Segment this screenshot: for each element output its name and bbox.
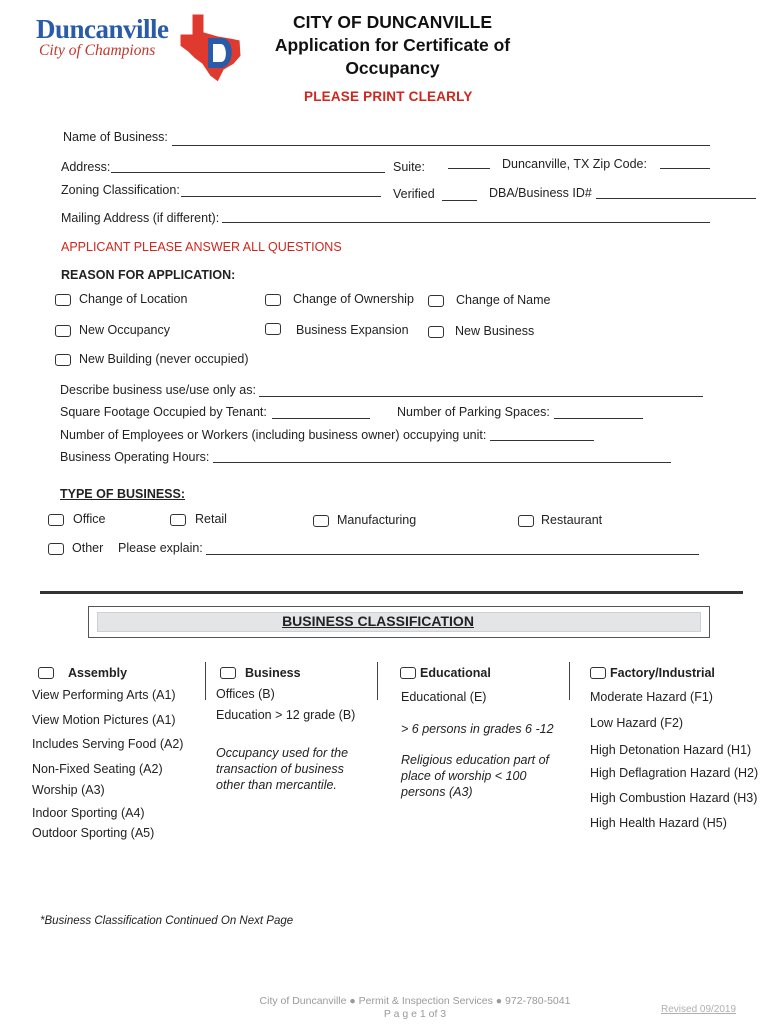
form-title [240, 11, 545, 80]
city-zip-label: Duncanville, TX Zip Code: [502, 157, 647, 171]
employees-label: Number of Employees or Workers (including business owner) occupying unit: [60, 428, 487, 442]
logo-tagline: City of Champions [39, 42, 156, 59]
dba-field[interactable] [596, 198, 756, 199]
list-item: Low Hazard (F2) [590, 716, 684, 730]
list-item: View Motion Pictures (A1) [32, 713, 176, 727]
describe-use-field[interactable] [259, 396, 703, 397]
option-label: Office [73, 512, 106, 526]
checkbox[interactable] [55, 325, 71, 337]
address-field[interactable] [111, 172, 385, 173]
option-label: Change of Name [456, 293, 551, 307]
checkbox[interactable] [55, 354, 71, 366]
continued-note: *Business Classification Continued On Next Page [40, 915, 294, 927]
checkbox[interactable] [518, 515, 534, 527]
mailing-address-label: Mailing Address (if different): [61, 211, 220, 225]
title-line-2: Application for Certificate of [274, 35, 511, 55]
checkbox[interactable] [313, 515, 329, 527]
option-label: Other [72, 541, 104, 555]
texas-map-icon [178, 12, 244, 84]
list-item: Includes Serving Food (A2) [32, 737, 184, 751]
checkbox[interactable] [48, 543, 64, 555]
other-explain-label: Please explain: [118, 541, 203, 555]
list-item: > 6 persons in grades 6 -12 [401, 722, 554, 736]
option-label: New Occupancy [79, 323, 171, 337]
option-label: Manufacturing [337, 513, 417, 527]
business-name-field[interactable] [172, 145, 710, 146]
list-item: High Combustion Hazard (H3) [590, 791, 758, 805]
checkbox[interactable] [428, 295, 444, 307]
option-label: Business Expansion [296, 323, 409, 337]
list-item: Offices (B) [216, 687, 275, 701]
option-label: New Building (never occupied) [79, 352, 249, 366]
checkbox[interactable] [400, 667, 416, 679]
footer-revised: Revised 09/2019 [661, 1004, 737, 1015]
list-item: View Performing Arts (A1) [32, 688, 176, 702]
dba-label: DBA/Business ID# [489, 186, 592, 200]
list-item: Moderate Hazard (F1) [590, 690, 713, 704]
list-item: High Health Hazard (H5) [590, 816, 727, 830]
square-footage-label: Square Footage Occupied by Tenant: [60, 405, 267, 419]
operating-hours-field[interactable] [213, 462, 671, 463]
column-divider [205, 662, 206, 700]
option-label: Change of Location [79, 292, 188, 306]
checkbox[interactable] [55, 294, 71, 306]
zoning-label: Zoning Classification: [61, 183, 180, 197]
list-item: Religious education part of place of worship < 100 persons (A3) [401, 753, 550, 799]
list-item: Worship (A3) [32, 783, 105, 797]
mailing-address-field[interactable] [222, 222, 710, 223]
checkbox[interactable] [220, 667, 236, 679]
list-item: Educational (E) [401, 690, 487, 704]
checkbox[interactable] [38, 667, 54, 679]
suite-field[interactable] [448, 168, 490, 169]
column-title: Business [245, 666, 301, 680]
column-title: Factory/Industrial [610, 666, 715, 680]
city-logo [36, 12, 246, 87]
describe-use-label: Describe business use/use only as: [60, 383, 256, 397]
option-label: New Business [455, 324, 535, 338]
list-item: Occupancy used for the transaction of business other than mercantile. [216, 746, 349, 792]
zip-code-field[interactable] [660, 168, 710, 169]
zoning-field[interactable] [181, 196, 381, 197]
column-divider [377, 662, 378, 700]
applicant-note: APPLICANT PLEASE ANSWER ALL QUESTIONS [61, 240, 342, 254]
business-name-label: Name of Business: [63, 130, 168, 144]
verified-field[interactable] [442, 200, 477, 201]
footer-contact: City of Duncanville ● Permit & Inspection Services ● 972-780-5041 [259, 995, 571, 1007]
column-divider [569, 662, 570, 700]
option-label: Retail [195, 512, 227, 526]
logo-wordmark: Duncanville [36, 14, 169, 44]
title-line-3: Occupancy [345, 58, 440, 78]
address-label: Address: [61, 160, 111, 174]
square-footage-field[interactable] [272, 418, 370, 419]
reason-heading: REASON FOR APPLICATION: [61, 268, 236, 282]
other-explain-field[interactable] [206, 554, 699, 555]
employees-field[interactable] [490, 440, 594, 441]
list-item: High Deflagration Hazard (H2) [590, 766, 759, 780]
section-divider [40, 591, 743, 594]
parking-spaces-label: Number of Parking Spaces: [397, 405, 550, 419]
list-item: High Detonation Hazard (H1) [590, 743, 752, 757]
column-title: Assembly [68, 666, 128, 680]
list-item: Outdoor Sporting (A5) [32, 826, 155, 840]
checkbox[interactable] [170, 514, 186, 526]
suite-label: Suite: [393, 160, 425, 174]
checkbox[interactable] [428, 326, 444, 338]
checkbox[interactable] [265, 323, 281, 335]
option-label: Change of Ownership [293, 292, 414, 306]
checkbox[interactable] [590, 667, 606, 679]
checkbox[interactable] [265, 294, 281, 306]
list-item: Indoor Sporting (A4) [32, 806, 145, 820]
list-item: Non-Fixed Seating (A2) [32, 762, 163, 776]
print-clearly-note: PLEASE PRINT CLEARLY [304, 89, 473, 104]
verified-label: Verified [393, 187, 435, 201]
footer-page-number: P a g e 1 of 3 [383, 1008, 447, 1020]
operating-hours-label: Business Operating Hours: [60, 450, 210, 464]
title-line-1: CITY OF DUNCANVILLE [293, 12, 492, 32]
parking-spaces-field[interactable] [554, 418, 643, 419]
checkbox[interactable] [48, 514, 64, 526]
list-item: Education > 12 grade (B) [216, 708, 356, 722]
type-heading: TYPE OF BUSINESS: [60, 487, 186, 501]
option-label: Restaurant [541, 513, 603, 527]
classification-heading: BUSINESS CLASSIFICATION [282, 613, 474, 629]
column-title: Educational [420, 666, 491, 680]
